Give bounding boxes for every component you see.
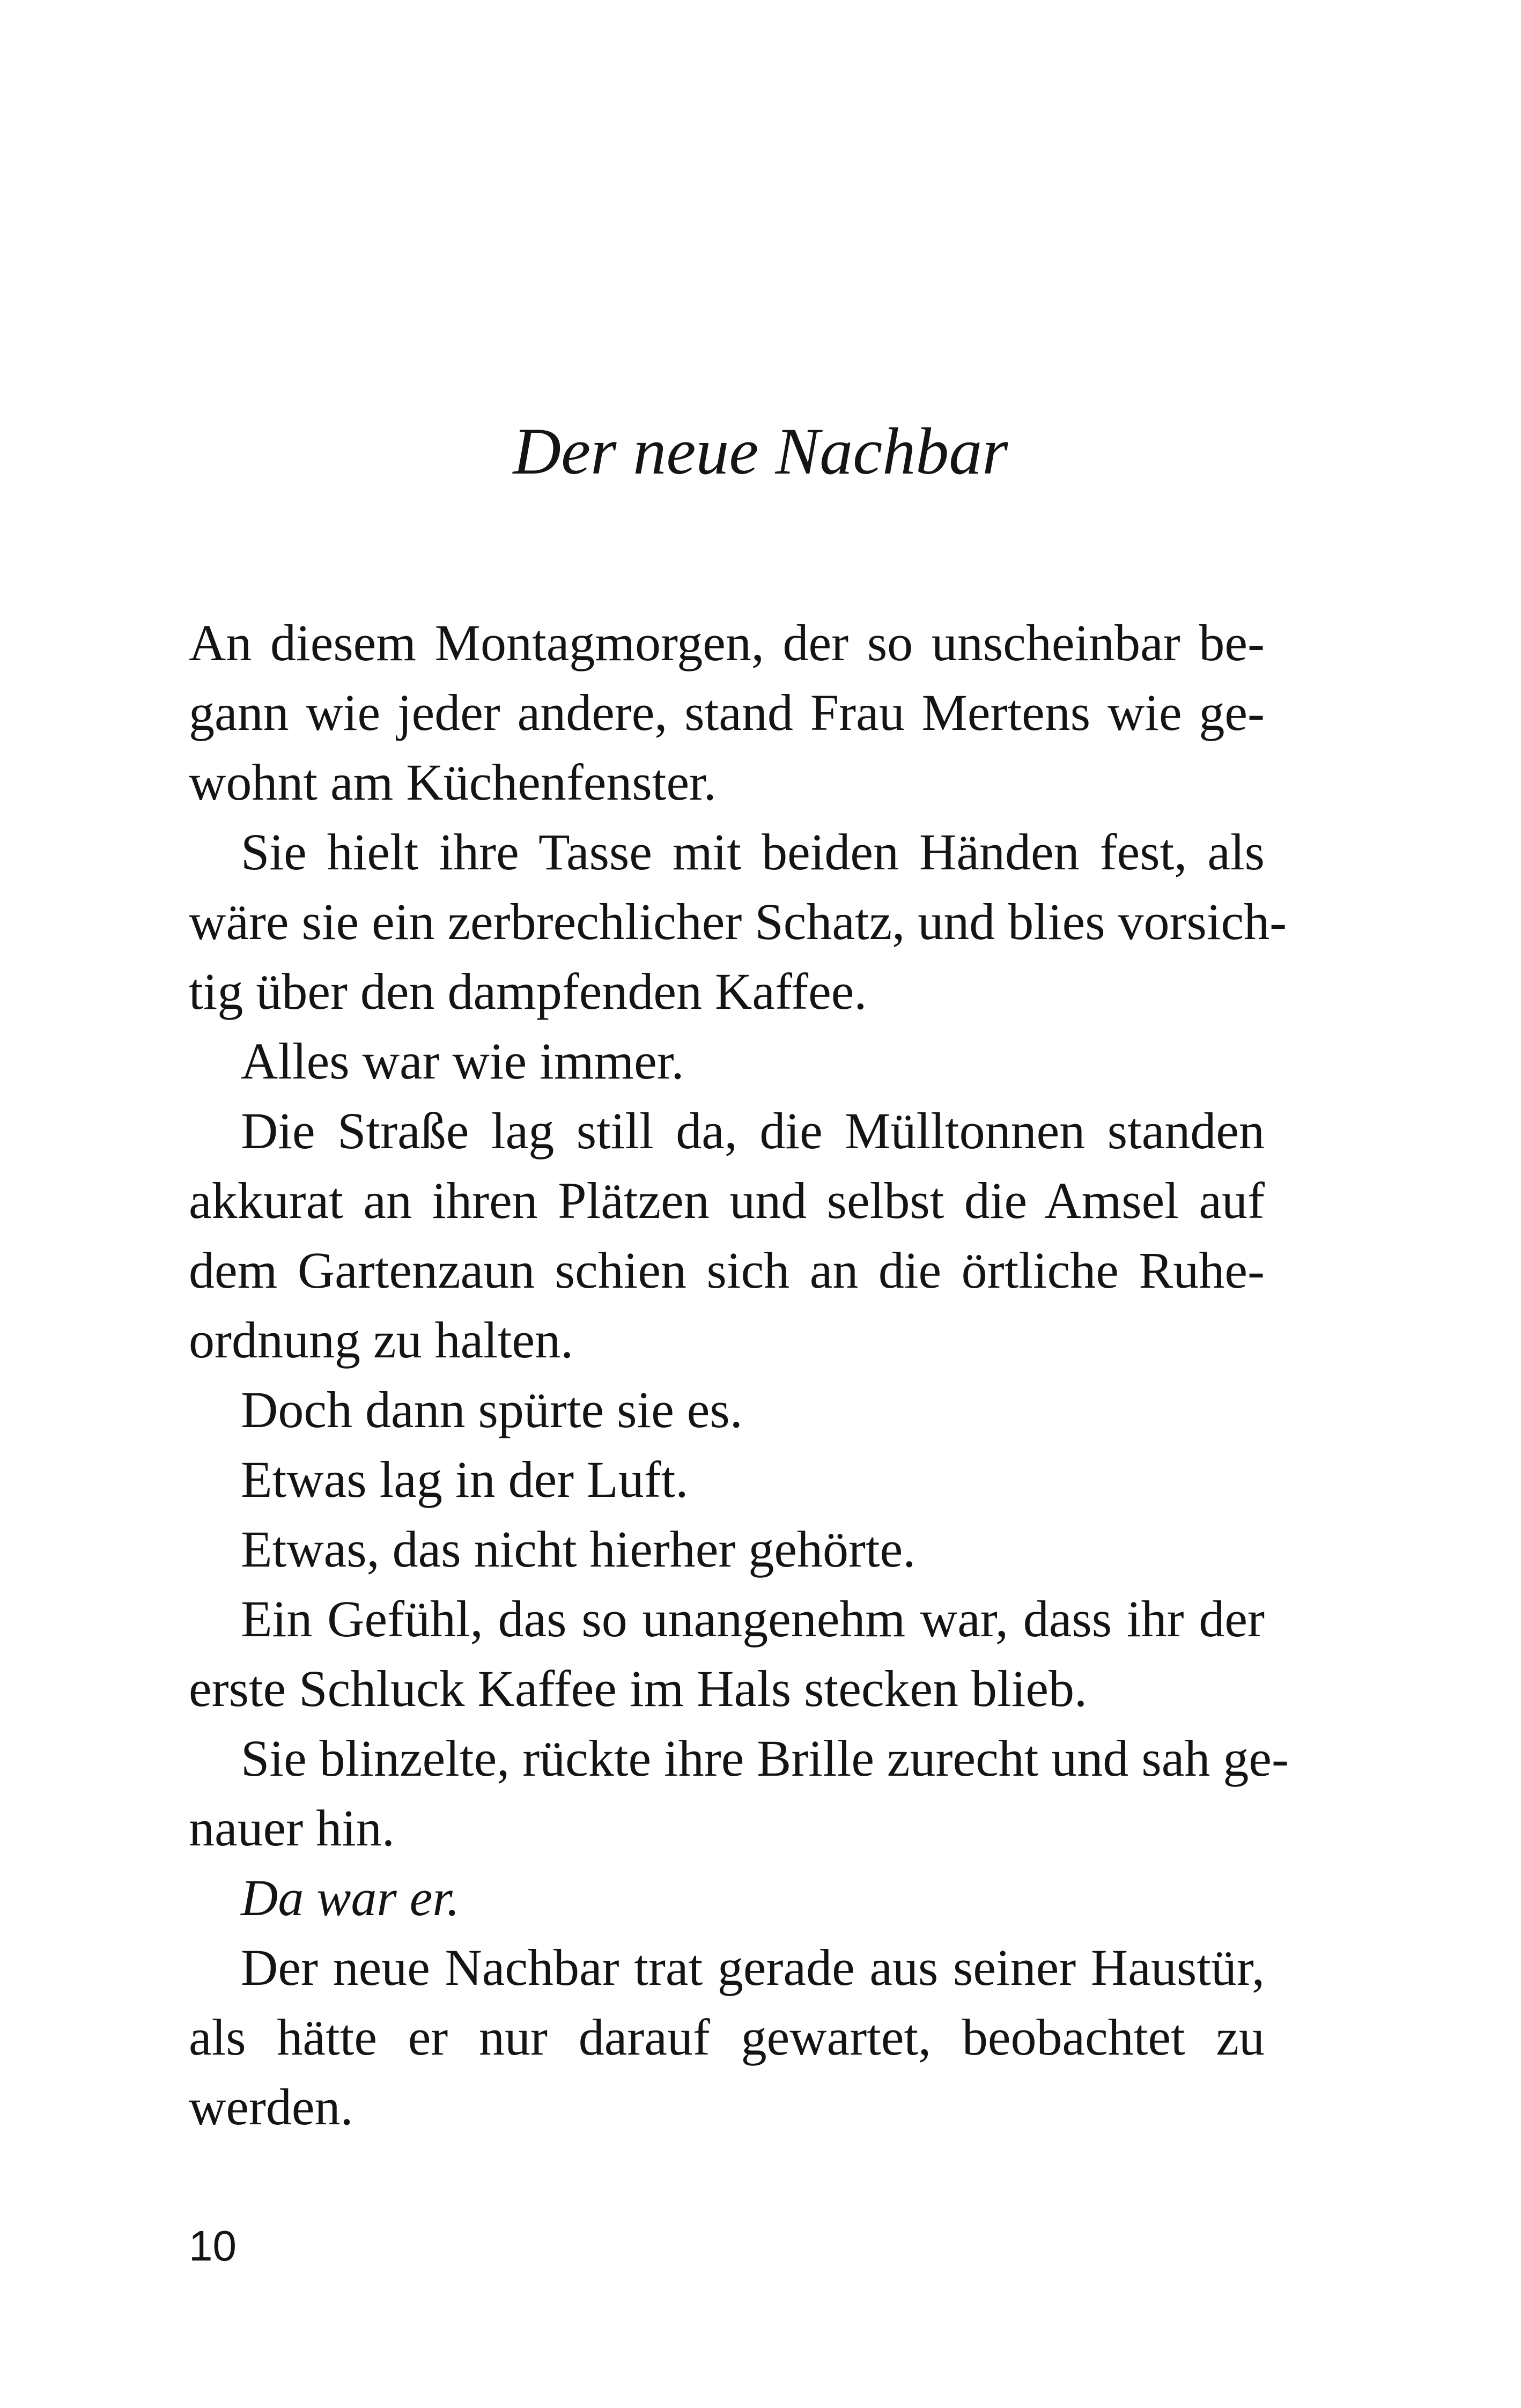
text-line-emphasis: Da war er.: [241, 1869, 460, 1926]
text-line: nauer hin.: [189, 1799, 395, 1857]
text-line: Sie blinzelte, rückte ihre Brille zurecht und sah ge-: [241, 1730, 1289, 1787]
text-line: ordnung zu halten.: [189, 1311, 574, 1369]
text-line: werden.: [189, 2078, 353, 2136]
text-line: Doch dann spürte sie es.: [241, 1381, 743, 1438]
text-line: Ein Gefühl, das so unangenehm war, dass ihr der: [241, 1590, 1265, 1648]
text-line: Etwas, das nicht hierher gehörte.: [241, 1520, 916, 1578]
text-line: Alles war wie immer.: [241, 1032, 684, 1090]
text-line: akkurat an ihren Plätzen und selbst die Amsel auf: [189, 1172, 1265, 1229]
text-line: tig über den dampfenden Kaffee.: [189, 963, 867, 1020]
text-line: wohnt am Küchenfenster.: [189, 754, 717, 811]
text-line: Die Straße lag still da, die Mülltonnen standen: [241, 1102, 1265, 1159]
page-number: 10: [189, 2222, 237, 2270]
text-line: Der neue Nachbar trat gerade aus seiner Haustür,: [241, 1939, 1265, 1996]
text-line: als hätte er nur darauf gewartet, beobachtet zu: [189, 2008, 1265, 2066]
text-line: gann wie jeder andere, stand Frau Mertens wie ge-: [189, 684, 1265, 741]
text-line: erste Schluck Kaffee im Hals stecken blieb.: [189, 1660, 1087, 1717]
text-line: dem Gartenzaun schien sich an die örtliche Ruhe-: [189, 1242, 1265, 1299]
chapter-title: Der neue Nachbar: [513, 415, 1008, 488]
text-line: Etwas lag in der Luft.: [241, 1451, 689, 1508]
text-line: wäre sie ein zerbrechlicher Schatz, und blies vorsich-: [189, 893, 1287, 950]
text-line: An diesem Montagmorgen, der so unscheinbar be-: [189, 614, 1265, 671]
text-line: Sie hielt ihre Tasse mit beiden Händen fest, als: [241, 823, 1265, 881]
